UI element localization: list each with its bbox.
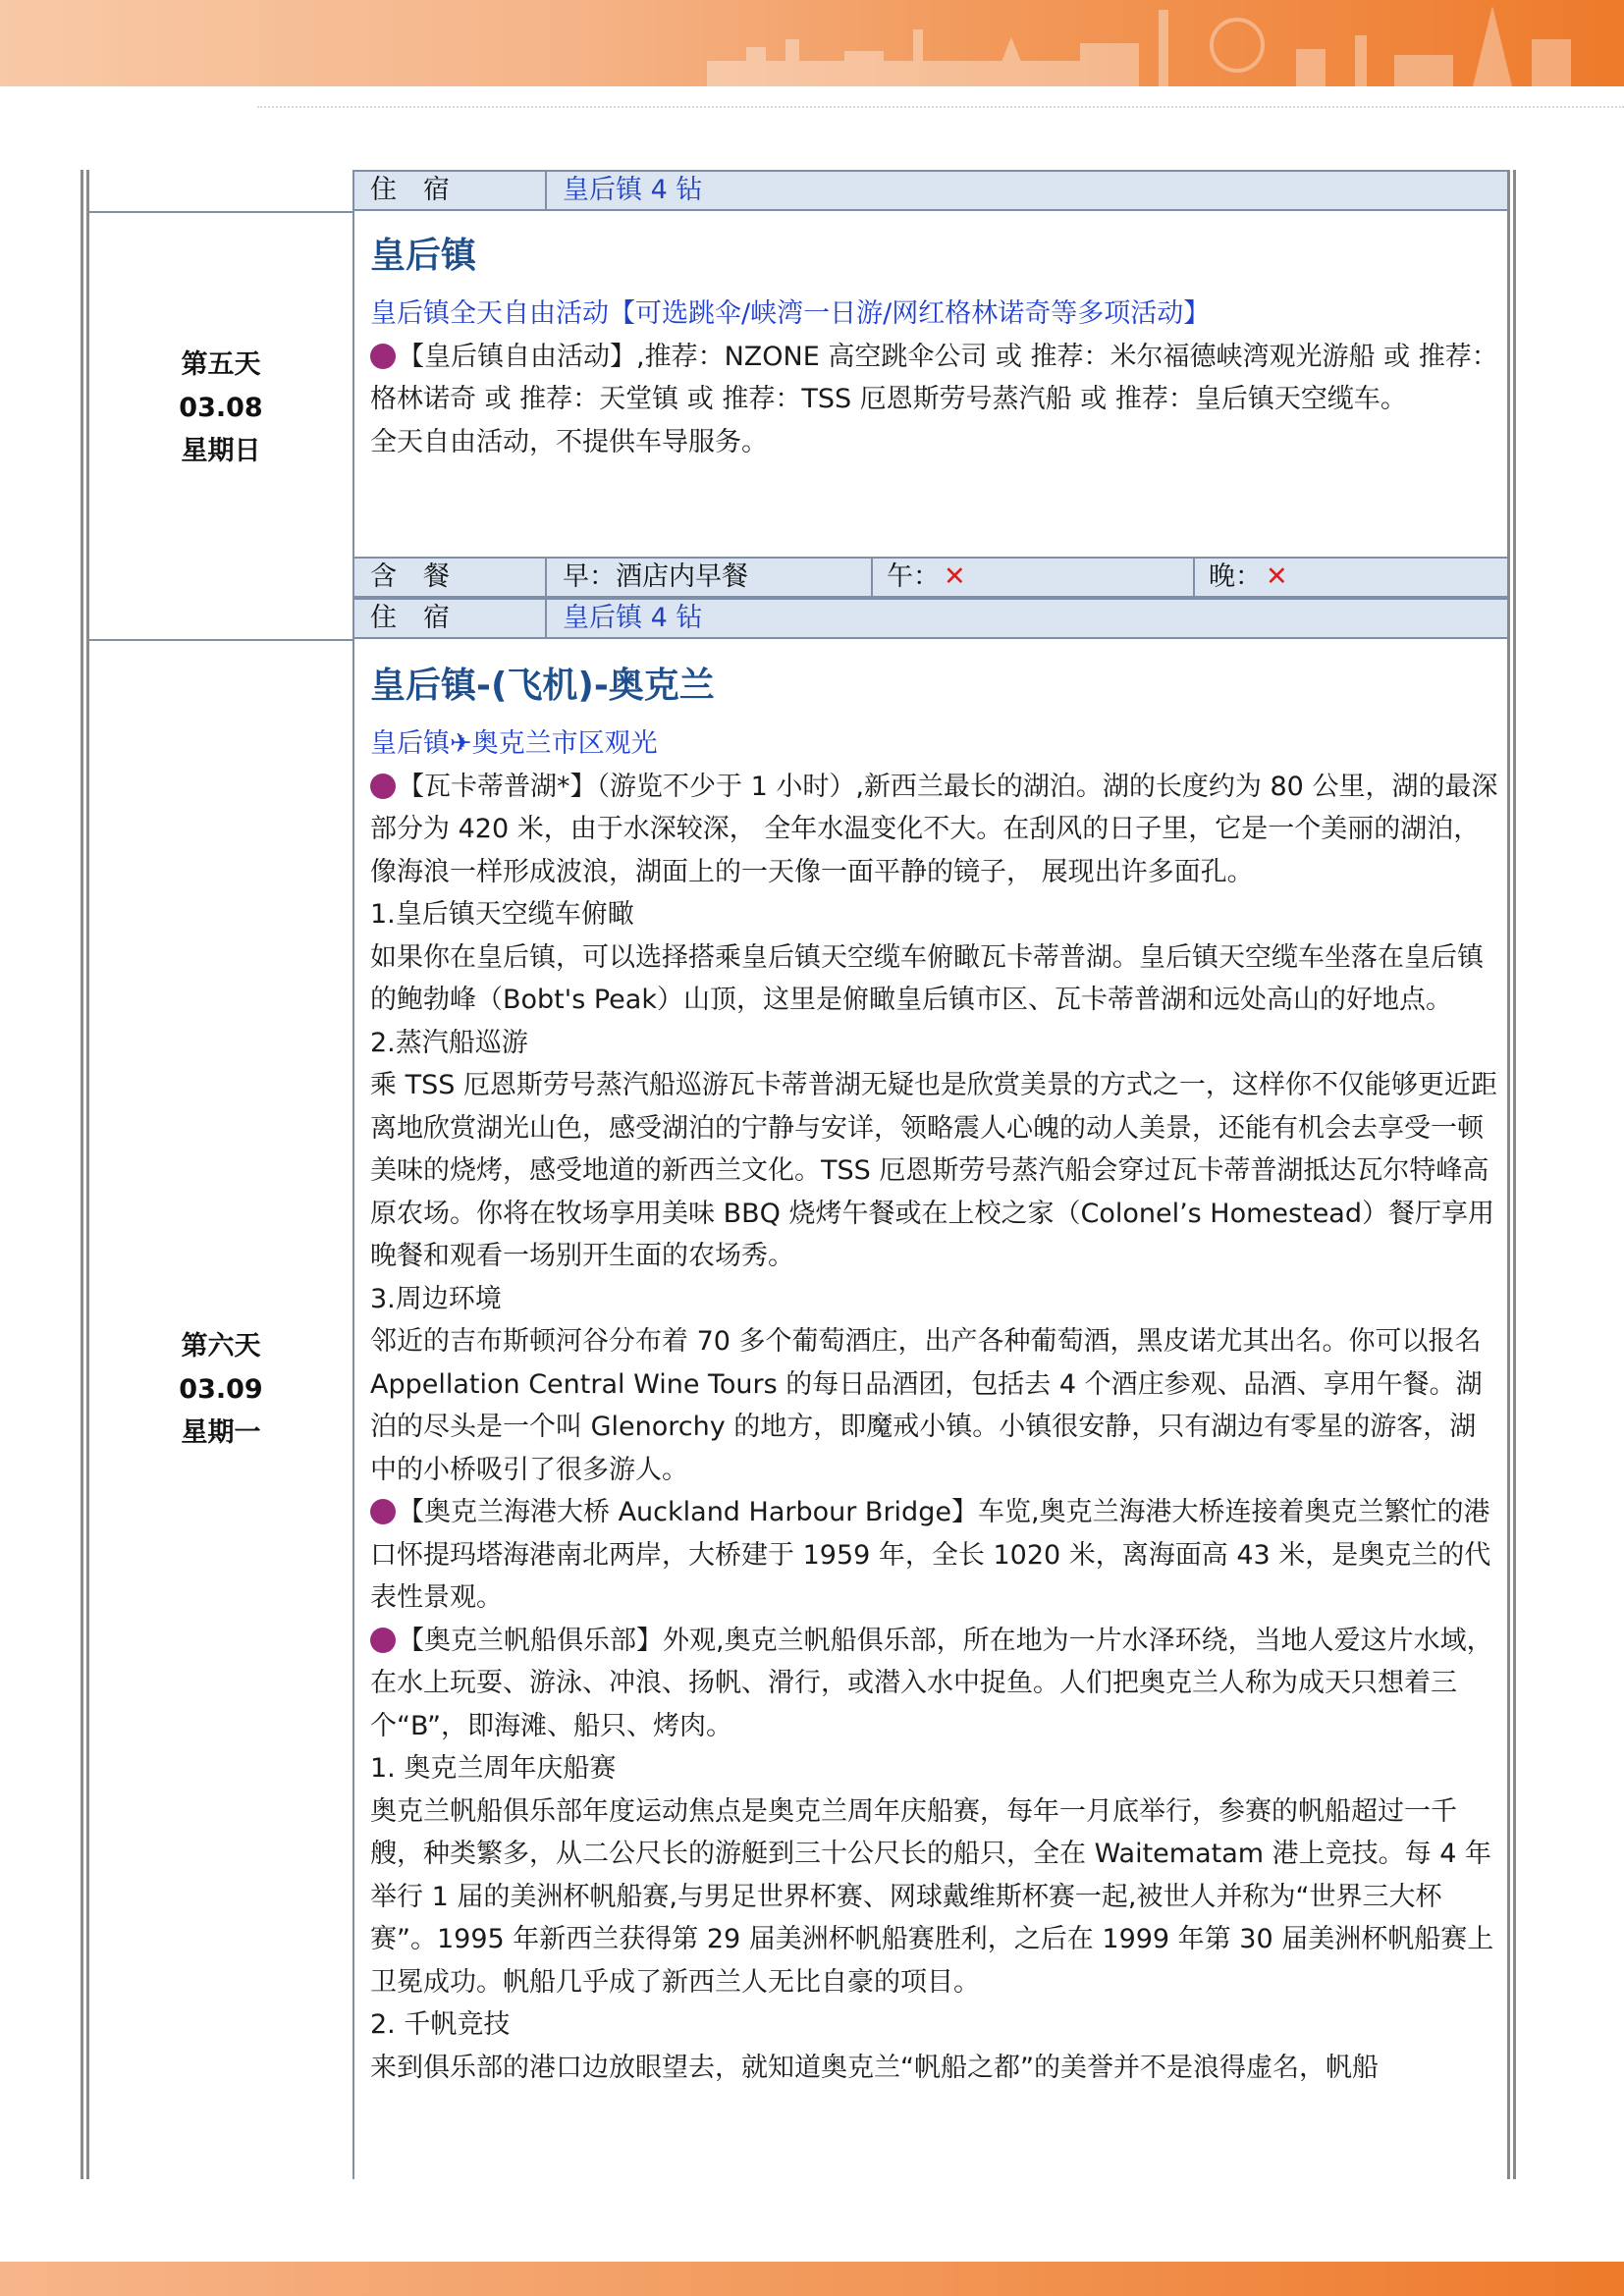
day5-date: 03.08 [179,393,263,423]
row-separator [89,211,354,213]
hotel-label: 住 宿 [370,603,450,633]
not-included-icon: ✕ [944,561,966,592]
day6-paragraph: 乘 TSS 厄恩斯劳号蒸汽船巡游瓦卡蒂普湖无疑也是欣赏美景的方式之一，这样你不仅能够更近距离地欣赏湖光山色，感受湖泊的宁静与安详，领略震人心魄的动人美景，还能有机会去享受一顿美味的烧烤，感受地道的新西兰文化。TSS 厄恩斯劳号蒸汽船会穿过瓦卡蒂普湖抵达瓦尔特峰高原农场。你将在牧场享用美味 BBQ 烧烤午餐或在上校之家（Colonel’s Homestead）餐厅享用晚餐和观看一场别开生面的农场秀。 [370,1070,1497,1271]
cell-divider [545,600,547,637]
day6-paragraph: 【瓦卡蒂普湖*】（游览不少于 1 小时）,新西兰最长的湖泊。湖的长度约为 80 公里，湖的最深部分为 420 米，由于水深较深， 全年水温变化不大。在刮风的日子里，它是一个美丽的湖泊，像海浪一样形成波浪，湖面上的一天像一面平静的镜子， 展现出许多面孔。 [370,771,1498,887]
header-banner [0,0,1624,86]
day6-paragraph: 2. 千帆竞技 [370,2009,511,2040]
footer-band [0,2262,1624,2296]
day6-title: 皇后镇-(飞机)-奥克兰 [370,666,715,706]
day6-paragraph: 【奥克兰帆船俱乐部】外观,奥克兰帆船俱乐部，所在地为一片水泽环绕，当地人爱这片水域，在水上玩耍、游泳、冲浪、扬帆、滑行，或潜入水中捉鱼。人们把奥克兰人称为成天只想着三个“B”，即海滩、船只、烤肉。 [370,1625,1493,1741]
day5-subtitle: 皇后镇全天自由活动【可选跳伞/峡湾一日游/网红格林诺奇等多项活动】 [370,298,1211,329]
day6-content [370,662,1499,2089]
day5-hotel-row [354,598,1507,639]
day5-paragraph: 全天自由活动，不提供车导服务。 [370,426,768,457]
day5-paragraph: 【皇后镇自由活动】,推荐：NZONE 高空跳伞公司 或 推荐：米尔福德峡湾观光游船 或 推荐：格林诺奇 或 推荐：天堂镇 或 推荐：TSS 厄恩斯劳号蒸汽船 或 推荐：皇后镇天空缆车。 [370,341,1498,414]
day6-weekday: 星期一 [181,1417,261,1448]
row-separator [89,639,354,641]
day6-paragraph: 邻近的吉布斯顿河谷分布着 70 多个葡萄酒庄，出产各种葡萄酒，黑皮诺尤其出名。你可以报名 Appellation Central Wine Tours 的每日品酒团，包括去 4 个酒庄参观、品酒、享用午餐。湖泊的尽头是一个叫 Glenorchy 的地方，即魔戒小镇。小镇很安静，只有湖边有零星的游客，湖中的小桥吸引了很多游人。 [370,1326,1483,1485]
day5-weekday-number: 第五天 [181,349,261,380]
prev-hotel-row [354,170,1507,211]
cell-divider [545,559,547,596]
day6-paragraph: 奥克兰帆船俱乐部年度运动焦点是奥克兰周年庆船赛，每年一月底举行，参赛的帆船超过一千艘，种类繁多，从二公尺长的游艇到三十公尺长的船只，全在 Waitematam 港上竞技。每 4 年举行 1 届的美洲杯帆船赛,与男足世界杯赛、网球戴维斯杯赛一起,被世人并称为“世界三大杯赛”。1995 年新西兰获得第 29 届美洲杯帆船赛胜利，之后在 1999 年第 30 届美洲杯帆船赛上卫冕成功。帆船几乎成了新西兰人无比自豪的项目。 [370,1795,1494,1998]
day6-paragraph: 【奥克兰海港大桥 Auckland Harbour Bridge】车览,奥克兰海港大桥连接着奥克兰繁忙的港口怀提玛塔海港南北两岸，大桥建于 1959 年，全长 1020 米，离海面高 43 米，是奥克兰的代表性景观。 [370,1497,1491,1613]
day6-paragraph: 如果你在皇后镇，可以选择搭乘皇后镇天空缆车俯瞰瓦卡蒂普湖。皇后镇天空缆车坐落在皇后镇的鲍勃峰（Bobt's Peak）山顶，这里是俯瞰皇后镇市区、瓦卡蒂普湖和远处高山的好地点。 [370,941,1484,1015]
header-divider [257,106,1624,108]
meals-label: 含 餐 [370,561,450,592]
cell-divider [1193,559,1195,596]
day5-content [370,232,1499,463]
column-separator [352,639,354,2179]
hotel-value: 皇后镇 4 钻 [563,175,703,205]
day6-weekday-number: 第六天 [181,1331,261,1362]
cell-divider [545,172,547,209]
day5-label [89,344,352,473]
day5-title: 皇后镇 [370,236,477,276]
hotel-value: 皇后镇 4 钻 [563,603,703,633]
day6-label [89,1325,352,1455]
lunch-value: 午： ✕ [887,561,966,592]
day6-paragraph: 3.周边环境 [370,1283,502,1314]
hotel-label: 住 宿 [370,175,450,205]
day6-paragraph: 2.蒸汽船巡游 [370,1027,528,1058]
city-skyline-decoration [0,0,1624,86]
bullet-icon [370,774,396,799]
day6-date: 03.09 [179,1374,263,1405]
day6-paragraph: 1.皇后镇天空缆车俯瞰 [370,899,634,930]
day6-paragraph: 1. 奥克兰周年庆船赛 [370,1753,617,1784]
cell-divider [871,559,873,596]
bullet-icon [370,344,396,369]
day5-weekday: 星期日 [181,436,261,466]
bullet-icon [370,1499,396,1524]
day6-subtitle: 皇后镇✈奥克兰市区观光 [370,728,658,759]
day5-meals-row [354,557,1507,598]
dinner-value: 晚： ✕ [1209,561,1288,592]
not-included-icon: ✕ [1266,561,1288,592]
breakfast-value: 早：酒店内早餐 [563,561,748,592]
day6-paragraph: 来到俱乐部的港口边放眼望去，就知道奥克兰“帆船之都”的美誉并不是浪得虚名，帆船 [370,2052,1379,2083]
bullet-icon [370,1628,396,1653]
